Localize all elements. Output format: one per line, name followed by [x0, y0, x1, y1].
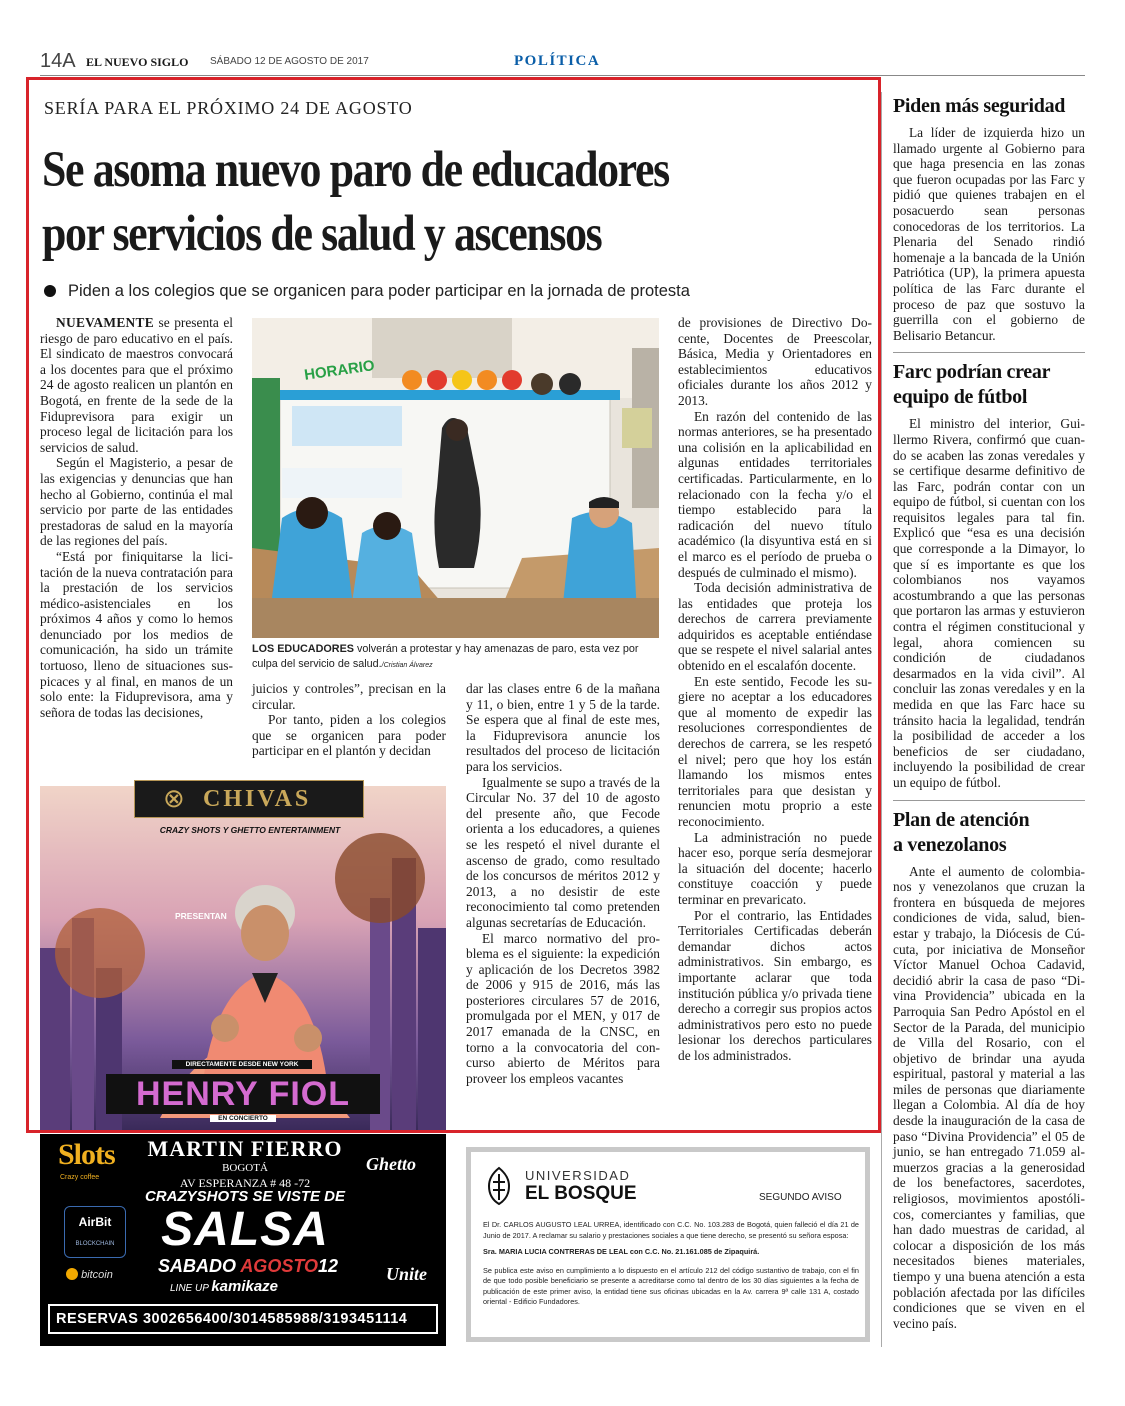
article-kicker: SERÍA PARA EL PRÓXIMO 24 DE AGOSTO [44, 98, 413, 118]
lead-word: NUEVAMENTE [56, 315, 154, 330]
venue-city: BOGOTÁ [222, 1162, 268, 1174]
ad-concert-label: EN CONCIERTO [210, 1115, 276, 1122]
university-notice [466, 1147, 870, 1342]
notice-aviso: SEGUNDO AVISO [759, 1192, 842, 1203]
lineup-act: kamikaze [211, 1278, 279, 1295]
salsa-ad [40, 1134, 446, 1346]
col4-para-2: En razón del contenido de las normas anteriores, se ha presentado una colisión en la aplicabilidad en algunas entidades territoriales certificadas. Particularmente, en lo relacionado con la fecha y/o el tiempo establecido para la radicación del nuevo título académico (la disyuntiva está en si el marco es el período de prueba o después de culminado el mismo). [678, 408, 872, 580]
university-name: EL BOSQUE [525, 1183, 637, 1204]
ad-organizers: CRAZY SHOTS Y GHETTO ENTERTAINMENT [159, 825, 341, 835]
airbit-badge [64, 1206, 126, 1258]
sidebar-text-farc: El ministro del interior, Guillermo Rivera, confirmó que cuando se acaben las zonas veredales y se certifique desarme definitivo de las Farc, podrán contar con un equipo de fútbol, si cuentan con los requisitos legales para tal fin. Explicó que “esa es una decisión que corresponde a la Dimayor, lo que sí es importante es que los colombianos nos vayamos acostumbrando a que las personas que portaron las armas y estuvieron contra el régimen constitucional y legal, ahora comiencen su condición de ciudadanos desarmados en la vida civil”. Al concluir las zonas veredales y en la medida en que las Farc hace su tránsito hacia la legalidad, tendrán la posibilidad de acceder a los beneficios de ser ciudadano, incluyendo la posibilidad de crear un equipo de fútbol. [893, 416, 1085, 790]
col2-para-2: Por tanto, piden a los colegios que se organicen para poder participar en el plantón y decidan [252, 712, 446, 759]
col2-para-1: juicios y controles”, precisan en la circular. [252, 681, 446, 712]
ad-presentan: PRESENTAN [175, 911, 227, 921]
caption-text: volverán a protestar y hay amenazas de paro, esta vez por culpa del servicio de salud. [252, 643, 639, 670]
sidebar-title-venezuela [893, 808, 1085, 858]
ghetto-logo: Ghetto [366, 1154, 417, 1174]
slots-subtitle: Crazy coffee [60, 1174, 100, 1181]
col1-para-2: Según el Magisterio, a pesar de las exigencias y denuncias que han hecho al Gobierno, continúa el mal servicio por parte de las entidades prestadoras de salud en la mayoría de las regiones del país. [40, 455, 233, 549]
date-day: 12 [318, 1256, 339, 1276]
ad-from-label: DIRECTAMENTE DESDE NEW YORK [172, 1060, 312, 1069]
sidebar-text-security: La líder de izquierda hizo un llamado urgente al Gobierno para que haga presencia en las zonas que fueron ocupadas por las Farc y pidió que quienes trabajen en el posacuerdo sean personas conocedoras de los territorios. La Plenaria del Senado rindió homenaje a la bancada de la Unión Patriótica (UP), la primera apuesta política de las Farc durante el proceso de paz que sostuvo la guerrilla con el gobierno de Belisario Betancur. [893, 125, 1085, 343]
ad-slogan: CRAZYSHOTS SE VISTE DE [144, 1188, 346, 1205]
university-label: UNIVERSIDAD [525, 1168, 631, 1183]
bitcoin-logo [66, 1268, 113, 1281]
airbit-sub: BLOCKCHAIN [75, 1241, 115, 1247]
sidebar-title-venezuela-line-2: a venezolanos [893, 833, 1007, 856]
bullet-icon [44, 285, 56, 297]
notice-body [483, 1220, 859, 1308]
col4-para-4: En este sentido, Fecode les sugiere no aceptar a los educadores que al momento de expedir las resoluciones correspondientes de derechos de carrera, se les respetó el nivel; pero que hoy los están llamando los mismos entes territoriales para que desistan y renuncien motu proprio a este reconocimiento. [678, 673, 872, 829]
page-date: SÁBADO 12 DE AGOSTO DE 2017 [210, 56, 369, 67]
article-subhead [44, 282, 864, 301]
col3-para-1: dar las clases entre 6 de la mañana y 11, o bien, entre 1 y 5 de la tarde. Se espera que al final de este mes, la Fiduprevisora anuncie los resultados del proceso de licitación para los servicios. [466, 681, 660, 774]
sidebar-title-farc-line-2: equipo de fútbol [893, 386, 1028, 409]
col4-para-6: Por el contrario, las Entidades Territoriales Certificadas deberán demandar dichos actos administrativos. Sin embargo, es importante aclarar que toda institución pública y/o privada tiene derecho a corregir sus propios actos administrativos pero esto no puede lesionar los derechos particulares de los administrados. [678, 907, 872, 1063]
date-month: AGOSTO [240, 1256, 318, 1276]
slots-logo: Slots [58, 1138, 115, 1171]
salsa-title: SALSA [161, 1203, 329, 1256]
reservas-box [48, 1304, 438, 1334]
caption-lead: LOS EDUCADORES [252, 643, 354, 655]
page-header [40, 50, 1085, 78]
bitcoin-label: bitcoin [81, 1269, 113, 1281]
photo-caption [252, 642, 659, 673]
bitcoin-icon [66, 1268, 78, 1280]
sidebar-rule [893, 800, 1085, 801]
sidebar-text-venezuela: Ante el aumento de colombianos y venezolanos que cruzan la frontera en búsqueda de mejores condiciones de vida, salud, bienestar y trabajo, la Diócesis de Cúcuta, por iniciativa de Monseñor Víctor Manuel Ochoa Cadavid, decidió abrir la casa de paso “Divina Providencia” ubicada en la Parroquia San Pedro Apóstol en el Sector de la Parada, del municipio de Villa del Rosario, con el objetivo de brindar una ayuda espiritual, pastoral y material a las miles de personas que diariamente llegan a Colombia. Al día de hoy desde la inauguración de la casa de paso “Divina Providencia” el 05 de junio, se han entregado 71.059 almuerzos gracias a la generosidad de los benefactores, sacerdotes, religiosos, movimientos apostólicos, comerciantes y familias, que han dado muestras de caridad, al colocar a disposición de los más necesitados bienes materiales, tiempo y una buena atención a esta población afectada por las difíciles condiciones que se viven en el vecino país. [893, 863, 1085, 1331]
lineup-label: LINE UP [170, 1283, 209, 1294]
sidebar-rule [893, 352, 1085, 353]
article-column-4 [678, 315, 872, 1064]
reservas-text: RESERVAS 3002656400/3014585988/3193451114 [56, 1311, 408, 1327]
section-name: POLÍTICA [514, 53, 601, 69]
col1-para-3: “Está por finiquitarse la licitación de la nueva contratación para la prestación de los servicios médico-asistenciales en los próximos 4 años y como lo hemos denunciado por los medios de comunicación, ha sido un trámite tortuoso, lleno de situaciones suspicaces y al final, en manos de un solo ente: la Fiduprevisora, ama y señora de todas las decisiones, [40, 548, 233, 720]
sidebar [893, 94, 1085, 1331]
date-label: SABADO [157, 1256, 236, 1276]
sidebar-title-farc-line-1: Farc podrían crear [893, 361, 1051, 384]
headline-line-1: Se asoma nuevo paro de educadores [42, 142, 669, 198]
col1-para-1: se presenta el riesgo de paro educativo en el país. El sindicato de maestros convocará a los docentes para que el próximo 24 de agosto realicen un plantón en Bogotá, en frente de la sede de la Fiduprevisora para exigir un proceso legal de licitación para los servicios de salud. [40, 315, 233, 455]
chivas-brand: CHIVAS [203, 786, 312, 812]
notice-para-1: El Dr. CARLOS AUGUSTO LEAL URREA, identificado con C.C. No. 103.283 de Bogotá, quien falleció el día 21 de Junio de 2017. A reclamar su salario y prestaciones sociales a que tiene derecho, se presentó su señora esposa: [483, 1220, 859, 1240]
sidebar-title-venezuela-line-1: Plan de atención [893, 808, 1030, 831]
notice-para-2: Sra. MARIA LUCIA CONTRERAS DE LEAL con C.C. No. 21.161.085 de Zipaquirá. [483, 1247, 760, 1256]
article-column-3 [466, 681, 660, 1086]
photo-board-label: HORARIO [303, 357, 376, 384]
concert-ad [40, 778, 446, 1130]
col3-para-3: El marco normativo del problema es el siguiente: la expedición y aplicación de los Decretos 3982 de 2006 y 915 de 2016, más las posteriores circulares 57 de 2016, promulgada por el MEN, y 017 de 2017 emanada de la CNSC, en torno a la convocatoria del concurso abierto de Méritos para proveer los empleos vacantes [466, 930, 660, 1086]
airbit-name: AirBit [78, 1215, 112, 1229]
university-crest-icon [485, 1166, 513, 1206]
article-column-2 [252, 681, 446, 759]
venue-name: MARTIN FIERRO [147, 1136, 343, 1161]
headline-line-2: por servicios de salud y ascensos [42, 206, 602, 262]
subhead-text: Piden a los colegios que se organicen para poder participar en la jornada de protesta [68, 282, 690, 300]
sidebar-title-security: Piden más seguridad [893, 95, 1066, 117]
col4-para-5: La administración no puede hacer eso, porque sería desmejorar la situación del docente; hacerlo constituye coacción y puede terminar en prevaricato. [678, 829, 872, 907]
sidebar-title-farc [893, 360, 1085, 410]
header-rule [40, 75, 1085, 76]
sidebar-divider [881, 92, 882, 1347]
lineup [170, 1278, 278, 1295]
article-headline [42, 138, 756, 266]
notice-para-3: Se publica este aviso en cumplimiento a lo dispuesto en el artículo 212 del código sustantivo de trabajo, con el fin de que todo posible beneficiario se presente a acreditarse como tal dentro de los 30 días siguientes a la fecha de publicación de este primer aviso, la entidad tiene sus oficinas ubicadas en la Av. carrera 9ª calle 131 A, costado oriental - Edificio Fundadores. [483, 1265, 859, 1306]
chivas-logo-box [134, 780, 364, 818]
venue-address: AV ESPERANZA # 48 -72 [179, 1176, 311, 1190]
page-number: 14A [40, 50, 76, 72]
unite-logo: Unite [386, 1264, 428, 1284]
col4-para-3: Toda decisión administrativa de las entidades que proteja los derechos de carrera previamente adquiridos es aceptable entiéndase que se respete el nivel salarial antes obtenido en el escalafón docente. [678, 580, 872, 674]
artist-name: HENRY FIOL [106, 1074, 380, 1114]
photo-credit: /Cristian Álvarez [381, 661, 433, 669]
chivas-emblem-icon: ⊗ [163, 784, 185, 813]
newspaper-name: EL NUEVO SIGLO [86, 55, 189, 69]
col3-para-2: Igualmente se supo a través de la Circular No. 37 del 10 de agosto del presente año, que Fecode orienta a los educadores, a quienes se les respetó el nivel durante el ascenso de grado, como resultado de los concursos de méritos 2012 y 2013, a no desistir de este reconocimiento tal como pretenden algunas secretarías de Educación. [466, 774, 660, 930]
event-date [138, 1256, 358, 1277]
article-column-1 [40, 315, 233, 720]
col4-para-1: de provisiones de Directivo Docente, Docentes de Preescolar, Básica, Media y Orientadores en establecimientos educativos oficiales durante los años 2012 y 2013. [678, 315, 872, 408]
classroom-photo [252, 318, 659, 638]
